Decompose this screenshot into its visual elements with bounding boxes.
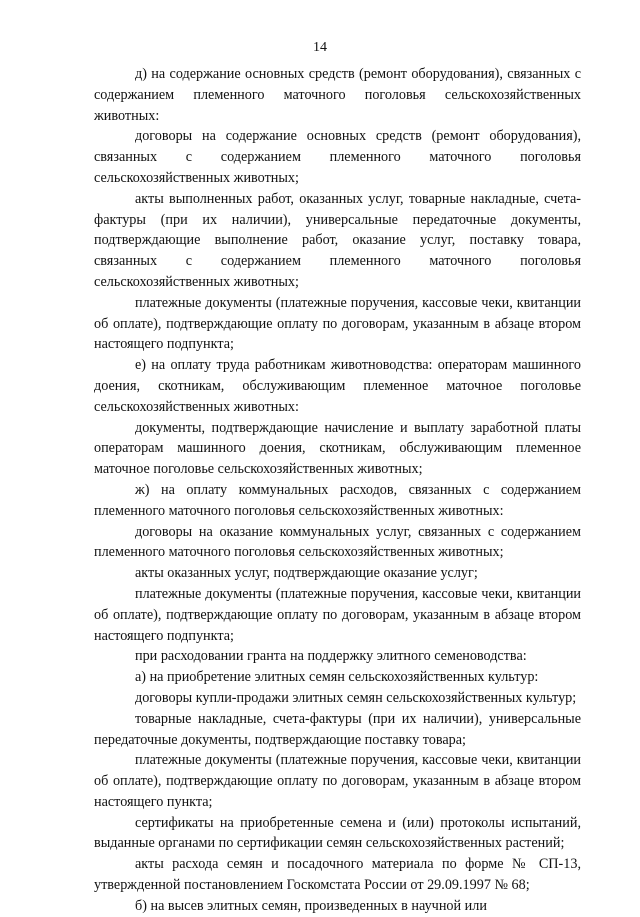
- paragraph-fixed-assets-contracts: договоры на содержание основных средств (ремонт оборудования), связанных с содержанием племенного маточного поголовья сельскохозяйственных животных;: [94, 128, 581, 186]
- paragraph-salary-documents: документы, подтверждающие начисление и выплату заработной платы операторам машинного доения, скотникам, обслуживающим племенное маточное поголовье сельскохозяйственных животных;: [94, 419, 581, 478]
- paragraph-seed-certificates: сертификаты на приобретенные семена и (или) протоколы испытаний, выданные органами по сертификации семян сельскохозяйственных растений;: [94, 814, 581, 852]
- paragraph-utility-contracts: договоры на оказание коммунальных услуг, связанных с содержанием племенного маточного поголовья сельскохозяйственных животных;: [94, 523, 581, 561]
- paragraph-elite-seed-grant: при расходовании гранта на поддержку элитного семеноводства:: [135, 648, 527, 665]
- paragraph-payment-documents-2: платежные документы (платежные поручения, кассовые чеки, квитанции об оплате), подтверждающие оплату по договорам, указанным в абзаце втором настоящего подпункта;: [94, 585, 581, 644]
- paragraph-zh-utilities: ж) на оплату коммунальных расходов, связанных с содержанием племенного маточного поголовья сельскохозяйственных животных:: [94, 481, 581, 519]
- paragraph-payment-documents: платежные документы (платежные поручения, кассовые чеки, квитанции об оплате), подтверждающие оплату по договорам, указанным в абзаце втором настоящего подпункта;: [94, 294, 581, 353]
- paragraph-b-seed-sowing: б) на высев элитных семян, произведенных в научной или: [135, 897, 487, 914]
- paragraph-seed-purchase-contracts: договоры купли-продажи элитных семян сельскохозяйственных культур;: [135, 689, 577, 706]
- paragraph-seed-usage-acts: акты расхода семян и посадочного материала по форме № СП-13, утвержденной постановлением Госкомстата России от 29.09.1997 № 68;: [94, 856, 581, 894]
- paragraph-delivery-documents: товарные накладные, счета-фактуры (при их наличии), универсальные передаточные документы, подтверждающие поставку товара;: [94, 710, 581, 748]
- paragraph-acts-invoices: акты выполненных работ, оказанных услуг, товарные накладные, счета-фактуры (при их наличии), универсальные передаточные документы, подтверждающие выполнение работ, оказание услуг, поставку товара, связанных с содержанием племенного маточного поголовья сельскохозяйственных животных;: [94, 190, 581, 290]
- paragraph-payment-documents-3: платежные документы (платежные поручения, кассовые чеки, квитанции об оплате), подтверждающие оплату по договорам, указанным в абзаце втором настоящего пункта;: [94, 752, 581, 810]
- paragraph-e-labor-payment: е) на оплату труда работникам животноводства: операторам машинного доения, скотникам, обслуживающим племенное маточное поголовье сельскохозяйственных животных:: [94, 357, 581, 415]
- paragraph-service-acts: акты оказанных услуг, подтверждающие оказание услуг;: [135, 565, 478, 582]
- document-body: [94, 64, 581, 917]
- page-number: 14: [313, 40, 327, 55]
- paragraph-a-seed-purchase: а) на приобретение элитных семян сельскохозяйственных культур:: [135, 669, 539, 686]
- paragraph-d-fixed-assets: д) на содержание основных средств (ремонт оборудования), связанных с содержанием племенного маточного поголовья сельскохозяйственных животных:: [94, 66, 581, 124]
